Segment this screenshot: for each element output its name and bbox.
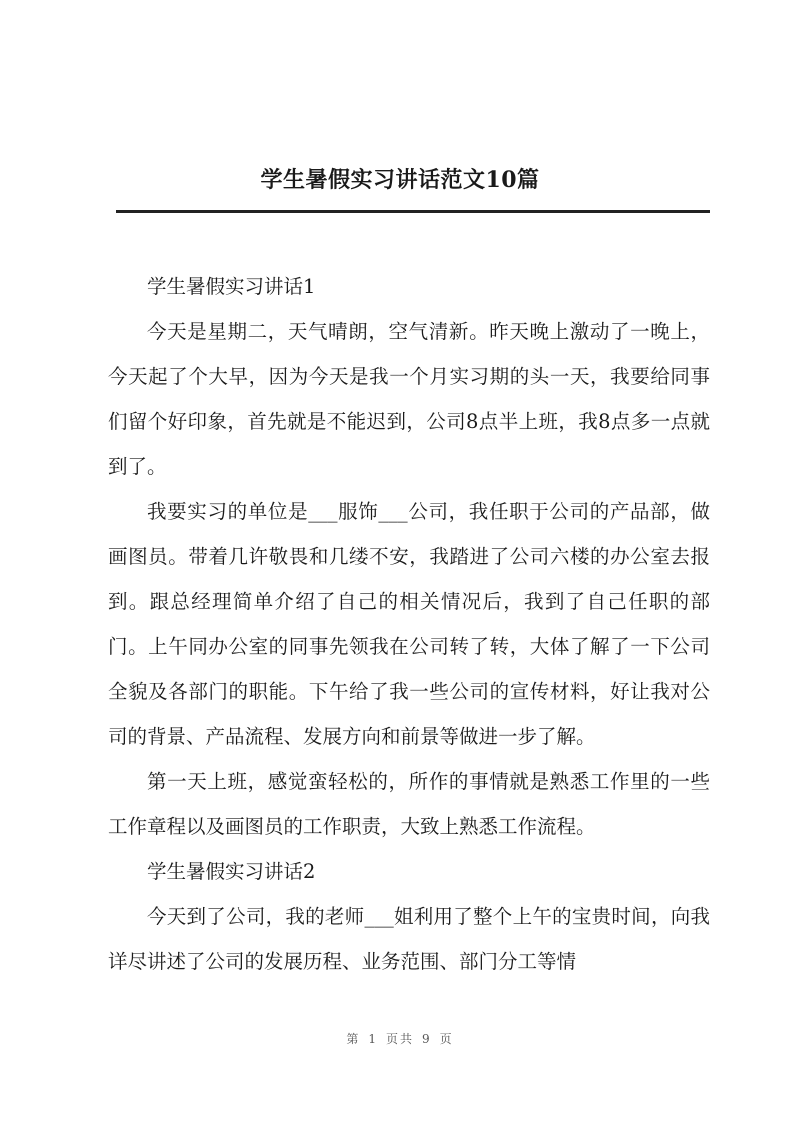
paragraph: 今天是星期二，天气晴朗，空气清新。昨天晚上激动了一晚上，今天起了个大早，因为今天是我一个月实习期的头一天，我要给同事们留个好印象，首先就是不能迟到，公司8点半上班，我8点多一点就到了。 [108,320,710,478]
title-divider [116,210,710,213]
page-label-suffix: 页 [439,1032,454,1046]
page-label-prefix: 第 [346,1032,361,1046]
page-total: 9 [422,1032,432,1046]
page-footer [0,1030,800,1047]
section-heading-1: 学生暑假实习讲话1 [147,275,316,298]
paragraph: 我要实习的单位是___服饰___公司，我任职于公司的产品部，做画图员。带着几许敬畏和几缕不安，我踏进了公司六楼的办公室去报到。跟总经理简单介绍了自己的相关情况后，我到了自己任职的部门。上午同办公室的同事先领我在公司转了转，大体了解了一下公司全貌及各部门的职能。下午给了我一些公司的宣传材料，好让我对公司的背景、产品流程、发展方向和前景等做进一步了解。 [108,500,710,748]
document-body [108,264,710,984]
paragraph: 第一天上班，感觉蛮轻松的，所作的事情就是熟悉工作里的一些工作章程以及画图员的工作职责，大致上熟悉工作流程。 [108,770,710,838]
page-current: 1 [368,1032,378,1046]
page-label-mid: 页共 [385,1032,414,1046]
section-heading-2: 学生暑假实习讲话2 [147,860,316,883]
document-title: 学生暑假实习讲话范文10篇 [260,167,540,193]
paragraph: 今天到了公司，我的老师___姐利用了整个上午的宝贵时间，向我详尽讲述了公司的发展历程、业务范围、部门分工等情 [108,905,710,973]
